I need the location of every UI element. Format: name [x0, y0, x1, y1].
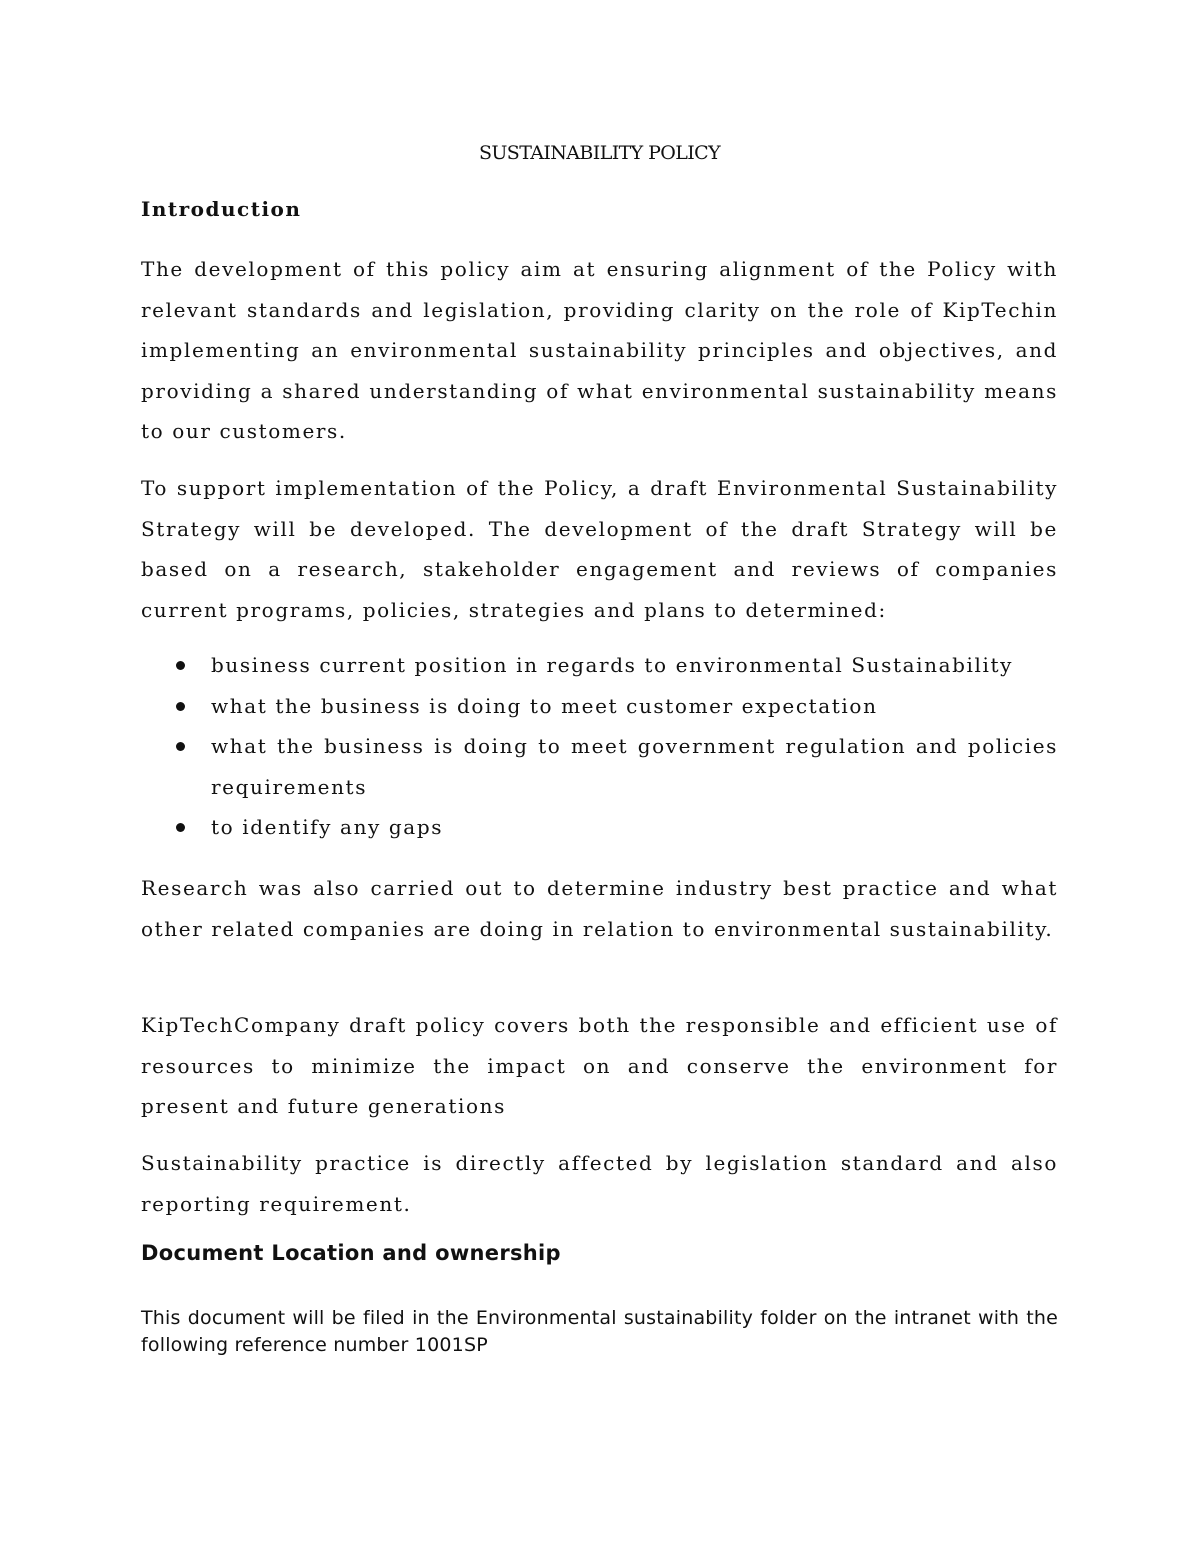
list-item-text: what the business is doing to meet customer expectation	[211, 693, 878, 718]
list-item	[141, 726, 1058, 807]
list-item-text: to identify any gaps	[211, 815, 444, 839]
bullet-icon	[176, 823, 185, 832]
location-ownership-heading: Document Location and ownership	[141, 1241, 561, 1265]
bullet-icon	[176, 742, 185, 751]
list-item-text: what the business is doing to meet government regulation and policies requirements	[211, 734, 1058, 799]
legislation-paragraph: Sustainability practice is directly affected by legislation standard and also reporting requirement.	[141, 1151, 1058, 1216]
list-item	[141, 807, 1058, 848]
policy-coverage-paragraph: KipTechCompany draft policy covers both the responsible and efficient use of resources to minimize the impact on and conserve the environment for present and future generations	[141, 1013, 1058, 1118]
introduction-heading: Introduction	[141, 197, 302, 221]
intro-paragraph: The development of this policy aim at ensuring alignment of the Policy with relevant standards and legislation, providing clarity on the role of KipTechin implementing an environmental sustainability principles and objectives, and providing a shared understanding of what environmental sustainability means to our customers.	[141, 257, 1058, 443]
bullet-icon	[176, 702, 185, 711]
document-title: SUSTAINABILITY POLICY	[478, 142, 721, 164]
bullet-icon	[176, 661, 185, 670]
research-paragraph: Research was also carried out to determine industry best practice and what other related companies are doing in relation to environmental sustainability.	[141, 876, 1058, 941]
list-item-text: business current position in regards to environmental Sustainability	[211, 653, 1014, 677]
location-paragraph: This document will be filed in the Environmental sustainability folder on the intranet with the following reference number 1001SP	[141, 1307, 1058, 1356]
determination-list	[141, 645, 1058, 848]
list-item	[141, 645, 1058, 686]
strategy-paragraph: To support implementation of the Policy, a draft Environmental Sustainability Strategy will be developed. The development of the draft Strategy will be based on a research, stakeholder engagement and reviews of companies current programs, policies, strategies and plans to determined:	[141, 476, 1058, 622]
list-item	[141, 686, 1058, 727]
